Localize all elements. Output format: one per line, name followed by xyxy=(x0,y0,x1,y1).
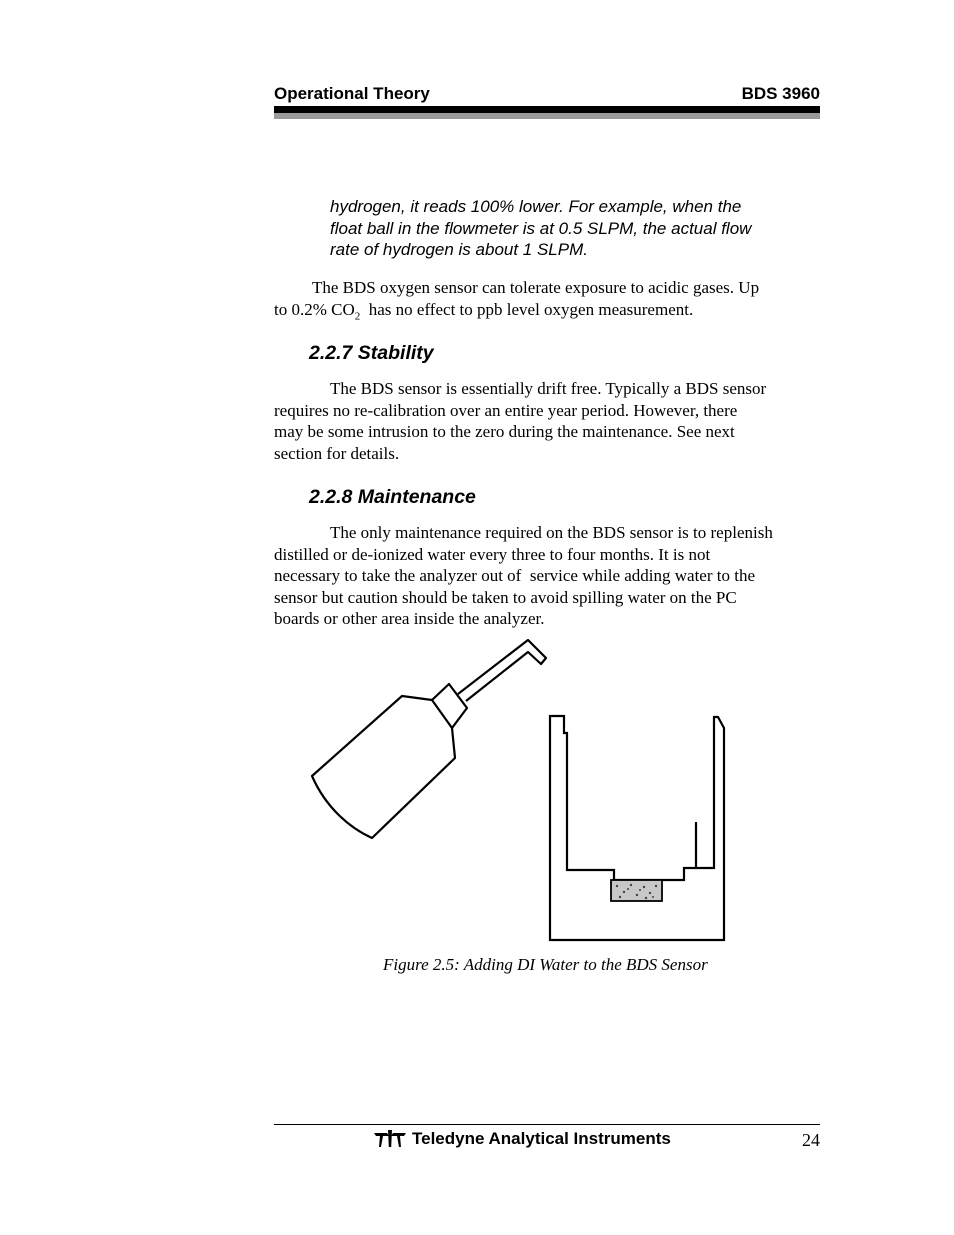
paragraph-stability xyxy=(274,378,820,464)
header-rule-shadow xyxy=(274,113,820,119)
footer-brand-text: Teledyne Analytical Instruments xyxy=(412,1129,671,1148)
bottle-body xyxy=(312,696,455,838)
paragraph-line: The BDS sensor is essentially drift free. Typically a BDS sensor xyxy=(330,379,767,398)
squeeze-bottle-illustration xyxy=(312,640,546,838)
note-line: float ball in the flowmeter is at 0.5 SLPM, the actual flow xyxy=(330,218,752,238)
page-footer xyxy=(274,1129,820,1153)
teledyne-logo-icon xyxy=(374,1130,406,1148)
heading-stability: 2.2.7 Stability xyxy=(309,342,434,364)
italic-note xyxy=(330,196,810,261)
page-number: 24 xyxy=(802,1130,820,1150)
figure-caption: Figure 2.5: Adding DI Water to the BDS Sensor xyxy=(383,955,708,974)
sensor-pad xyxy=(611,880,662,901)
paragraph-line: has no effect to ppb level oxygen measurement. xyxy=(360,299,694,319)
header-rule xyxy=(274,106,820,113)
page-header xyxy=(274,84,820,106)
heading-maintenance: 2.2.8 Maintenance xyxy=(309,486,476,508)
paragraph-line: The only maintenance required on the BDS sensor is to replenish xyxy=(330,523,773,542)
paragraph-line: necessary to take the analyzer out of service while adding water to the xyxy=(274,566,755,585)
note-line: hydrogen, it reads 100% lower. For example, when the xyxy=(330,197,742,216)
bottle-nozzle xyxy=(458,640,546,701)
paragraph-line: requires no re-calibration over an entire year period. However, there xyxy=(274,400,738,420)
paragraph-line: section for details. xyxy=(274,443,400,463)
paragraph-line: boards or other area inside the analyzer. xyxy=(274,609,545,628)
footer-brand xyxy=(374,1129,671,1149)
cup-outline xyxy=(550,716,724,940)
paragraph-line: may be some intrusion to the zero during the maintenance. See next xyxy=(274,422,735,441)
sensor-element xyxy=(611,880,662,901)
header-document-id: BDS 3960 xyxy=(741,84,820,103)
sensor-cup-illustration xyxy=(550,716,724,940)
paragraph-line: distilled or de-ionized water every three to four months. It is not xyxy=(274,544,711,564)
footer-rule xyxy=(274,1124,820,1125)
paragraph-line: The BDS oxygen sensor can tolerate exposure to acidic gases. Up xyxy=(312,278,760,297)
figure-adding-water xyxy=(300,636,740,948)
paragraph-line: sensor but caution should be taken to avoid spilling water on the PC xyxy=(274,587,737,607)
paragraph-acidic-gases xyxy=(274,277,820,327)
paragraph-maintenance xyxy=(274,522,820,630)
note-line: rate of hydrogen is about 1 SLPM. xyxy=(330,240,588,259)
paragraph-line: to 0.2% CO xyxy=(274,299,355,319)
header-section-title: Operational Theory xyxy=(274,84,430,103)
subscript: 2 xyxy=(354,309,361,322)
